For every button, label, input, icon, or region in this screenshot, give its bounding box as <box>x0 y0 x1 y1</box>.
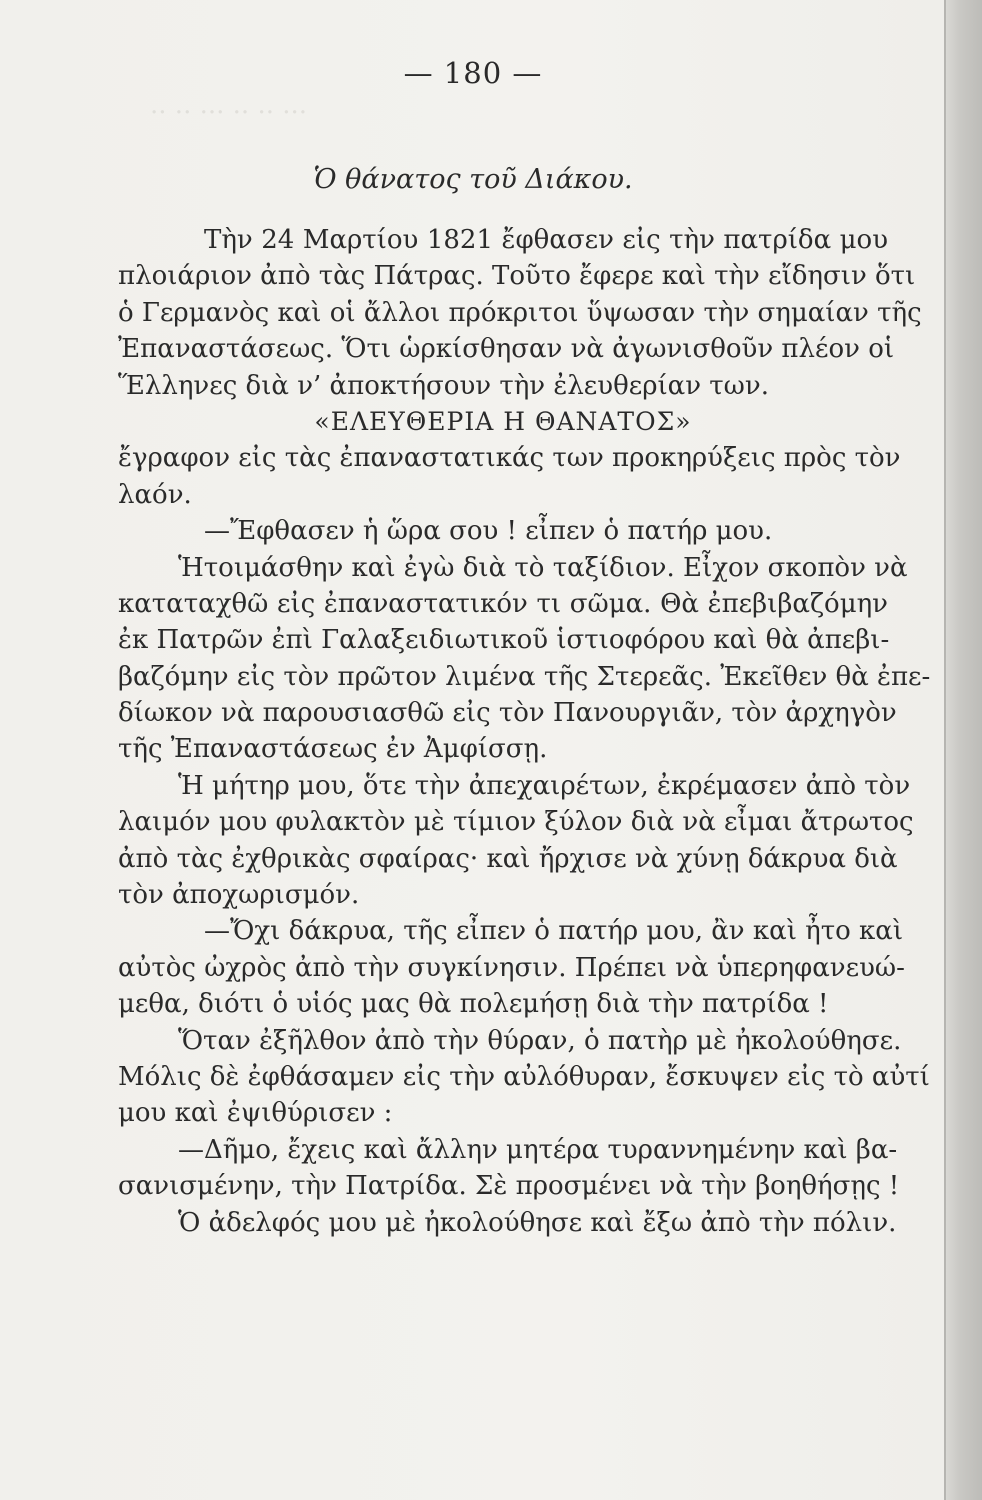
text-line: μου καὶ ἐψιθύρισεν : <box>118 1098 393 1129</box>
bleed-through-text: ··· ·· ·· ··· ·· ·· <box>150 98 308 128</box>
text-line: καταταχθῶ εἰς ἐπαναστατικόν τι σῶμα. Θὰ ἐπεβιβαζόμην <box>118 588 888 619</box>
text-line: Ἡτοιμάσθην καὶ ἐγὼ διὰ τὸ ταξίδιον. Εἶχον σκοπὸν νὰ <box>178 552 908 583</box>
text-line: —Δῆμο, ἔχεις καὶ ἄλλην μητέρα τυραννημένην καὶ βα- <box>178 1134 898 1165</box>
text-line: —Ὄχι δάκρυα, τῆς εἶπεν ὁ πατήρ μου, ἂν καὶ ἦτο καὶ <box>204 916 904 947</box>
text-line: ἀπὸ τὰς ἐχθρικὰς σφαίρας· καὶ ἤρχισε νὰ χύνῃ δάκρυα διὰ <box>118 843 898 874</box>
text-line: ἔγραφον εἰς τὰς ἐπαναστατικάς των προκηρύξεις πρὸς τὸν <box>118 443 901 474</box>
text-line: Μόλις δὲ ἐφθάσαμεν εἰς τὴν αὐλόθυραν, ἔσκυψεν εἰς τὸ αὐτί <box>118 1061 930 1092</box>
text-line: τὸν ἀποχωρισμόν. <box>118 880 360 911</box>
text-line: Ἕλληνες διὰ ν’ ἀποκτήσουν τὴν ἐλευθερίαν των. <box>118 370 769 401</box>
text-line: Τὴν 24 Μαρτίου 1821 ἔφθασεν εἰς τὴν πατρίδα μου <box>204 225 888 255</box>
text-line: λαιμόν μου φυλακτὸν μὲ τίμιον ξύλον διὰ νὰ εἶμαι ἄτρωτος <box>118 807 914 838</box>
binding-gutter <box>946 0 982 1500</box>
text-line: δίωκον νὰ παρουσιασθῶ εἰς τὸν Πανουργιᾶν, τὸν ἀρχηγὸν <box>118 698 897 729</box>
text-line: «ΕΛΕΥΘΕΡΙΑ Η ΘΑΝΑΤΟΣ» <box>314 406 692 436</box>
text-line: μεθα, διότι ὁ υἱός μας θὰ πολεμήσῃ διὰ τὴν πατρίδα ! <box>118 989 829 1020</box>
text-line: ἐκ Πατρῶν ἐπὶ Γαλαξειδιωτικοῦ ἱστιοφόρου καὶ θὰ ἀπεβι- <box>118 625 890 656</box>
text-line: λαόν. <box>118 479 192 510</box>
text-line: ὁ Γερμανὸς καὶ οἱ ἄλλοι πρόκριτοι ὕψωσαν τὴν σημαίαν τῆς <box>118 297 922 328</box>
text-line: Ἡ μήτηρ μου, ὅτε τὴν ἀπεχαιρέτων, ἐκρέμασεν ἀπὸ τὸν <box>178 770 911 801</box>
text-line: Ἐπαναστάσεως. Ὅτι ὡρκίσθησαν νὰ ἀγωνισθοῦν πλέον οἱ <box>118 334 895 365</box>
text-line: τῆς Ἐπαναστάσεως ἐν Ἀμφίσσῃ. <box>118 734 548 765</box>
text-line: αὐτὸς ὠχρὸς ἀπὸ τὴν συγκίνησιν. Πρέπει νὰ ὑπερηφανευώ- <box>118 952 905 983</box>
text-line: βαζόμην εἰς τὸν πρῶτον λιμένα τῆς Στερεᾶς. Ἐκεῖθεν θὰ ἐπε- <box>118 661 931 692</box>
text-line: Ὁ ἀδελφός μου μὲ ἠκολούθησε καὶ ἔξω ἀπὸ τὴν πόλιν. <box>178 1207 897 1238</box>
text-line: πλοιάριον ἀπὸ τὰς Πάτρας. Τοῦτο ἔφερε καὶ τὴν εἴδησιν ὅτι <box>118 261 916 292</box>
page-number: — 180 — <box>403 56 543 90</box>
body-text <box>118 222 931 1241</box>
text-line: Ὅταν ἐξῆλθον ἀπὸ τὴν θύραν, ὁ πατὴρ μὲ ἠκολούθησε. <box>178 1025 902 1056</box>
text-line: —Ἔφθασεν ἡ ὥρα σου ! εἶπεν ὁ πατήρ μου. <box>204 516 773 547</box>
text-line: σανισμένην, τὴν Πατρίδα. Σὲ προσμένει νὰ τὴν βοηθήσῃς ! <box>118 1171 900 1202</box>
chapter-title: Ὁ θάνατος τοῦ Διάκου. <box>313 164 633 195</box>
